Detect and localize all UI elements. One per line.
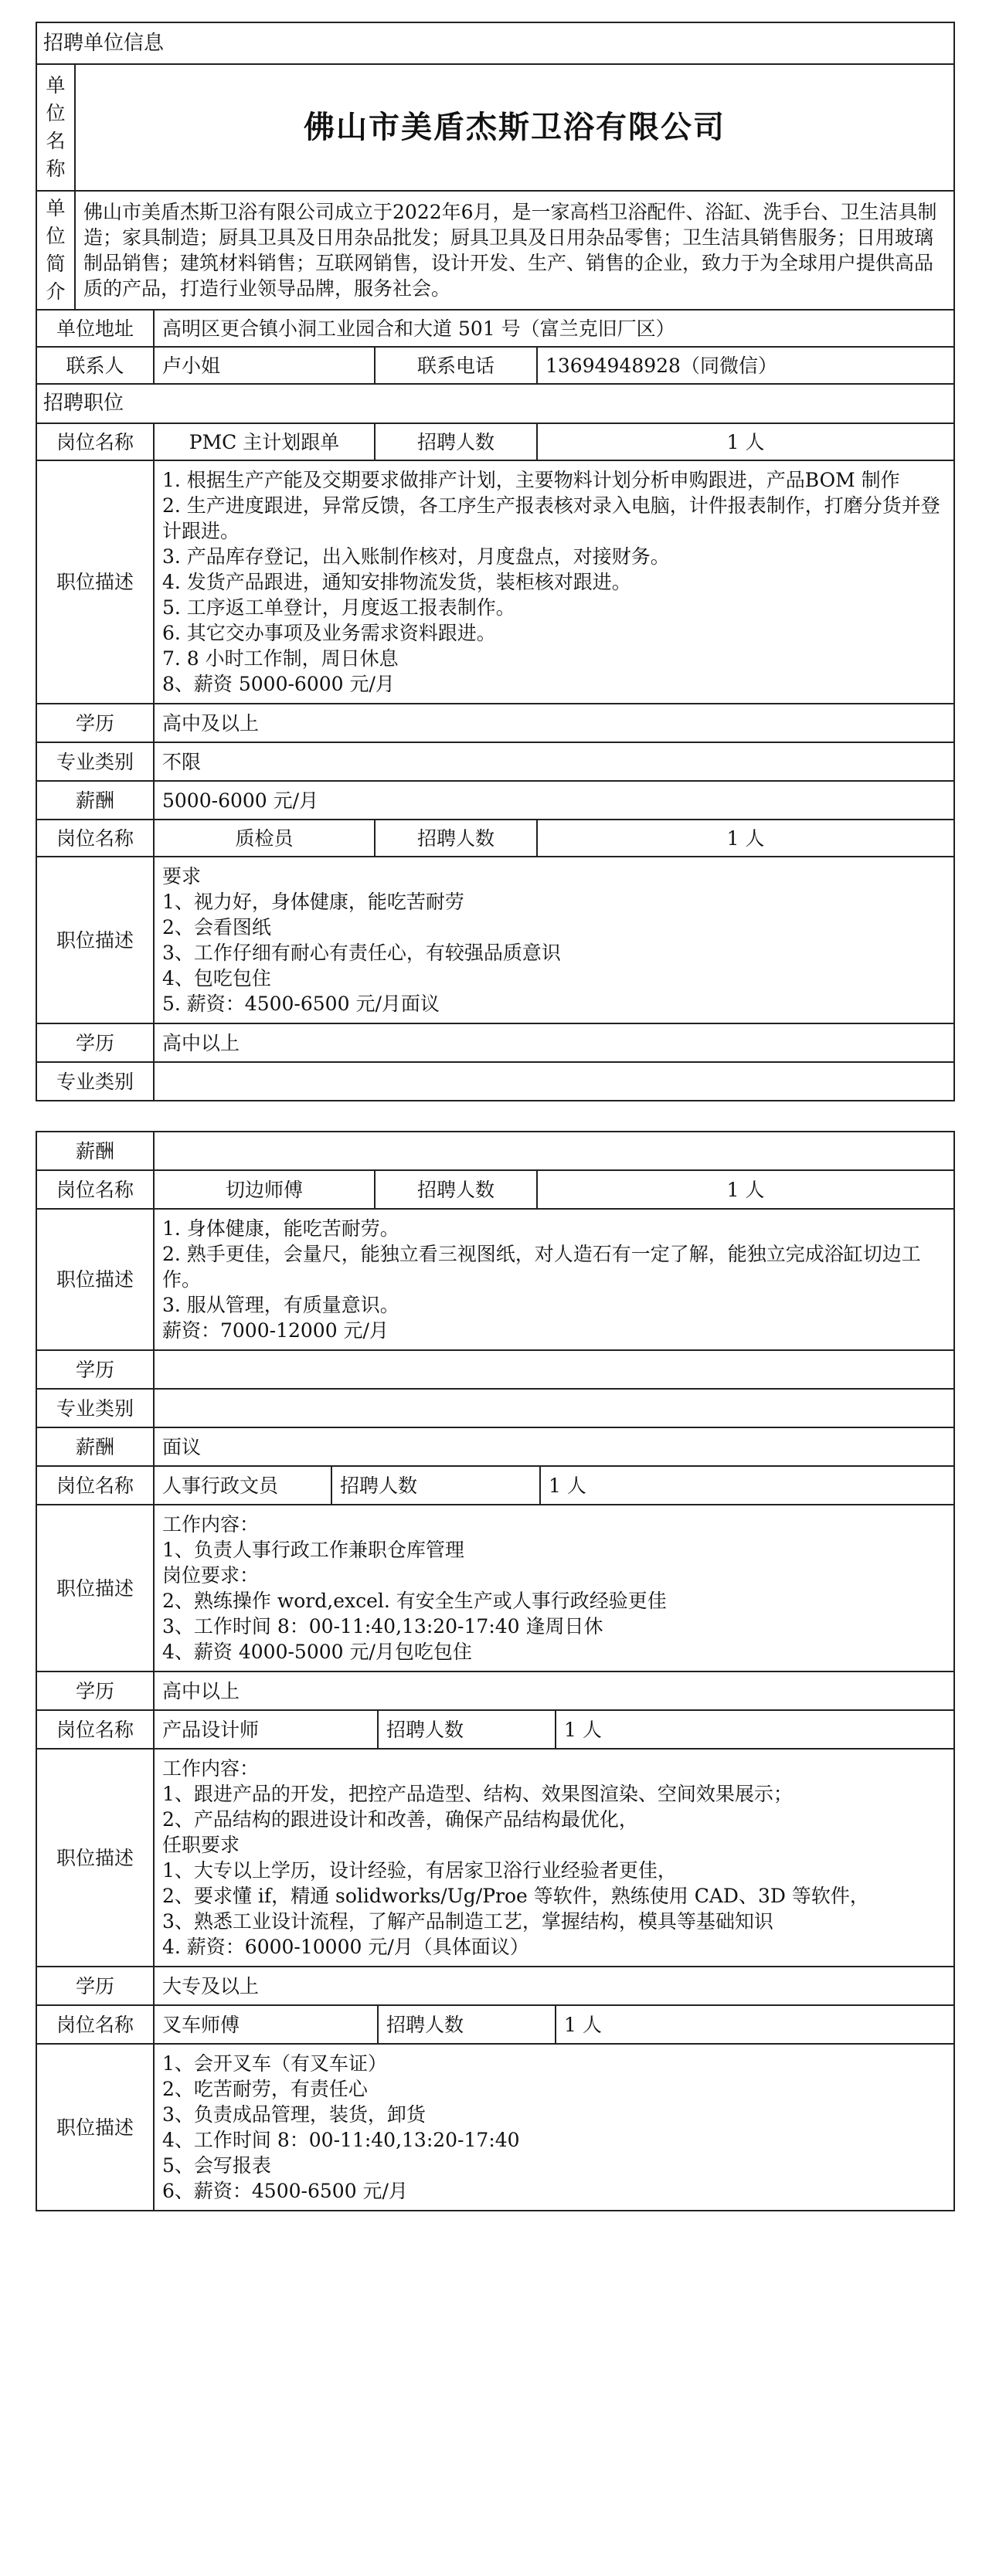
contact-value: 卢小姐: [154, 347, 375, 384]
salary-label: 薪酬: [36, 1132, 154, 1170]
jobs-table-continued: [36, 1131, 955, 1467]
job-education-designer: 大专及以上: [154, 1967, 954, 2005]
recruitment-form: [36, 22, 953, 2211]
position-label: 岗位名称: [36, 1710, 154, 1749]
major-label: 专业类别: [36, 1389, 154, 1427]
job-title-trimmer: 切边师傅: [154, 1170, 375, 1209]
position-label: 岗位名称: [36, 1466, 154, 1505]
major-label: 专业类别: [36, 1062, 154, 1101]
job-salary-pmc: 5000-6000 元/月: [154, 781, 954, 820]
job-title-forklift: 叉车师傅: [154, 2005, 378, 2044]
company-name: 佛山市美盾杰斯卫浴有限公司: [75, 64, 954, 191]
phone-value: 13694948928（同微信）: [537, 347, 954, 384]
education-label: 学历: [36, 1023, 154, 1062]
company-info-table: [36, 22, 955, 1101]
salary-label: 薪酬: [36, 781, 154, 820]
description-label: 职位描述: [36, 460, 154, 704]
salary-label: 薪酬: [36, 1427, 154, 1466]
job-major-qc: [154, 1062, 954, 1101]
job-count-forklift: 1 人: [556, 2005, 954, 2044]
job-salary-qc: [154, 1132, 954, 1170]
position-label: 岗位名称: [36, 1170, 154, 1209]
job-title-designer: 产品设计师: [154, 1710, 378, 1749]
education-label: 学历: [36, 1350, 154, 1389]
address-value: 高明区更合镇小洞工业园合和大道 501 号（富兰克旧厂区）: [154, 310, 954, 347]
position-label: 岗位名称: [36, 423, 154, 460]
job-desc-qc: 要求 1、视力好，身体健康，能吃苦耐劳 2、会看图纸 3、工作仔细有耐心有责任心，有较强品质意识 4、包吃包住 5. 薪资：4500-6500 元/月面议: [154, 857, 954, 1023]
job-count-designer: 1 人: [556, 1710, 954, 1749]
section-company-header: 招聘单位信息: [36, 22, 954, 64]
description-label: 职位描述: [36, 1505, 154, 1672]
job-education-admin: 高中以上: [154, 1672, 954, 1710]
count-label: 招聘人数: [375, 423, 537, 460]
company-name-label: 单 位 名 称: [36, 64, 75, 191]
job-education-qc: 高中以上: [154, 1023, 954, 1062]
job-salary-trimmer: 面议: [154, 1427, 954, 1466]
position-label: 岗位名称: [36, 2005, 154, 2044]
phone-label: 联系电话: [375, 347, 537, 384]
job-desc-forklift: 1、会开叉车（有叉车证） 2、吃苦耐劳，有责任心 3、负责成品管理，装货，卸货 4、工作时间 8：00-11:40,13:20-17:40 5、会写报表 6、薪资：4500-6500 元/月: [154, 2044, 954, 2211]
job-desc-trimmer: 1. 身体健康，能吃苦耐劳。 2. 熟手更佳，会量尺，能独立看三视图纸，对人造石有一定了解，能独立完成浴缸切边工作。 3. 服从管理，有质量意识。 薪资：7000-12000 元/月: [154, 1209, 954, 1350]
job-count-qc: 1 人: [537, 820, 954, 857]
job-desc-admin: 工作内容： 1、负责人事行政工作兼职仓库管理 岗位要求： 2、熟练操作 word,excel. 有安全生产或人事行政经验更佳 3、工作时间 8：00-11:40,13:20-17:40 逢周日休 4、薪资 4000-5000 元/月包吃包住: [154, 1505, 954, 1672]
count-label: 招聘人数: [375, 1170, 537, 1209]
job-admin-table: [36, 1465, 955, 1711]
count-label: 招聘人数: [375, 820, 537, 857]
contact-label: 联系人: [36, 347, 154, 384]
count-label: 招聘人数: [331, 1466, 540, 1505]
job-desc-designer: 工作内容： 1、跟进产品的开发，把控产品造型、结构、效果图渲染、空间效果展示； 2、产品结构的跟进设计和改善，确保产品结构最优化， 任职要求 1、大专以上学历，设计经验，有居家卫浴行业经验者更佳， 2、要求懂 if，精通 solidworks/Ug/Proe 等软件，熟练使用 CAD、3D 等软件， 3、熟悉工业设计流程，了解产品制造工艺，掌握结构，模具等基础知识 4. 薪资：6000-10000 元/月（具体面议）: [154, 1749, 954, 1967]
job-desc-pmc: 1. 根据生产产能及交期要求做排产计划，主要物料计划分析申购跟进，产品BOM 制作 2. 生产进度跟进，异常反馈，各工序生产报表核对录入电脑，计件报表制作，打磨分货并登计跟进。 3. 产品库存登记，出入账制作核对，月度盘点，对接财务。 4. 发货产品跟进，通知安排物流发货，装柜核对跟进。 5. 工序返工单登计，月度返工报表制作。 6. 其它交办事项及业务需求资料跟进。 7. 8 小时工作制，周日休息 8、薪资 5000-6000 元/月: [154, 460, 954, 704]
job-count-trimmer: 1 人: [537, 1170, 954, 1209]
job-education-trimmer: [154, 1350, 954, 1389]
education-label: 学历: [36, 704, 154, 742]
section-jobs-header: 招聘职位: [36, 384, 954, 423]
description-label: 职位描述: [36, 2044, 154, 2211]
major-label: 专业类别: [36, 742, 154, 781]
count-label: 招聘人数: [378, 2005, 556, 2044]
job-title-admin: 人事行政文员: [154, 1466, 331, 1505]
job-count-pmc: 1 人: [537, 423, 954, 460]
job-major-pmc: 不限: [154, 742, 954, 781]
description-label: 职位描述: [36, 857, 154, 1023]
job-major-trimmer: [154, 1389, 954, 1427]
job-count-admin: 1 人: [540, 1466, 954, 1505]
company-intro-label: 单 位 简 介: [36, 191, 75, 310]
jobs-table-final: [36, 1709, 955, 2211]
address-label: 单位地址: [36, 310, 154, 347]
education-label: 学历: [36, 1672, 154, 1710]
job-education-pmc: 高中及以上: [154, 704, 954, 742]
count-label: 招聘人数: [378, 1710, 556, 1749]
description-label: 职位描述: [36, 1209, 154, 1350]
position-label: 岗位名称: [36, 820, 154, 857]
description-label: 职位描述: [36, 1749, 154, 1967]
company-intro: 佛山市美盾杰斯卫浴有限公司成立于2022年6月，是一家高档卫浴配件、浴缸、洗手台、卫生洁具制造；家具制造；厨具卫具及日用杂品批发；厨具卫具及日用杂品零售；卫生洁具销售服务；日用玻璃制品销售；建筑材料销售；互联网销售，设计开发、生产、销售的企业，致力于为全球用户提供高品质的产品，打造行业领导品牌，服务社会。: [75, 191, 954, 310]
job-title-pmc: PMC 主计划跟单: [154, 423, 375, 460]
job-title-qc: 质检员: [154, 820, 375, 857]
education-label: 学历: [36, 1967, 154, 2005]
